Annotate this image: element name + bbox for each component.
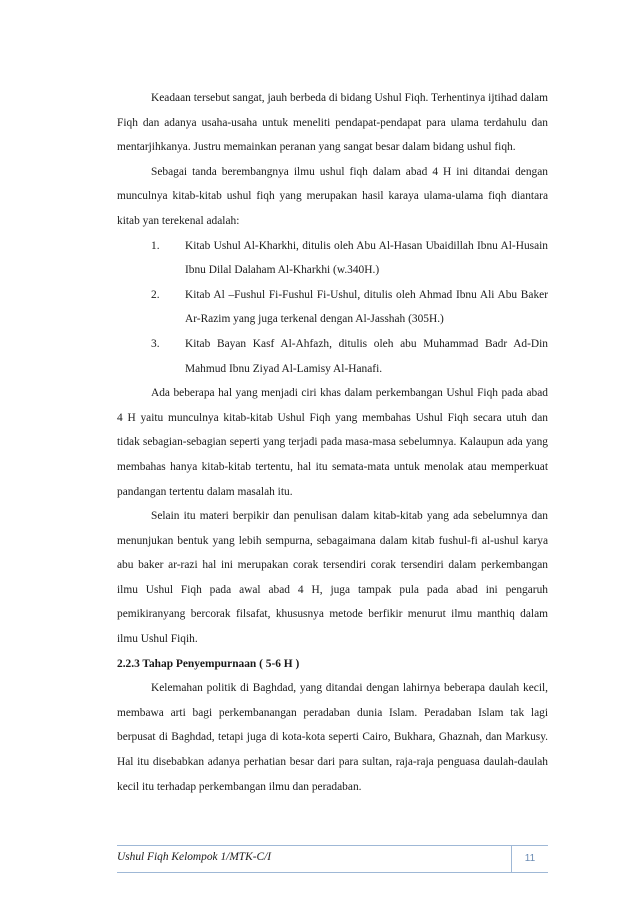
list-number: 1. [151, 239, 160, 252]
list-item [117, 283, 548, 332]
paragraph-5: Kelemahan politik di Baghdad, yang ditandai dengan lahirnya beberapa daulah kecil, membawa arti bagi perkembanangan peradaban dunia Islam. Peradaban Islam tak lagi berpusat di Baghdad, tetapi juga di kota-kota seperti Cairo, Bukhara, Ghaznah, dan Markusy. Hal itu disebabkan adanya perhatian besar dari para sultan, raja-raja penguasa daulah-daulah kecil itu terhadap perkembangan ilmu dan peradaban. [117, 682, 548, 793]
list-item-text: Kitab Bayan Kasf Al-Ahfazh, ditulis oleh abu Muhammad Badr Ad-Din Mahmud Ibnu Ziyad Al-Lamisy Al-Hanafi. [185, 337, 548, 375]
paragraph-1: Keadaan tersebut sangat, jauh berbeda di bidang Ushul Fiqh. Terhentinya ijtihad dalam Fiqh dan adanya usaha-usaha untuk meneliti pendapat-pendapat para ulama terdahulu dan mentarjihkanya. Justru memainkan peranan yang sangat besar dalam bidang ushul fiqh. [117, 92, 548, 154]
list-number: 2. [151, 288, 160, 301]
list-item-text: Kitab Al –Fushul Fi-Fushul Fi-Ushul, ditulis oleh Ahmad Ibnu Ali Abu Baker Ar-Razim yang juga terkenal dengan Al-Jasshah (305H.) [185, 288, 548, 326]
list-item [117, 234, 548, 283]
paragraph-3: Ada beberapa hal yang menjadi ciri khas dalam perkembangan Ushul Fiqh pada abad 4 H yaitu munculnya kitab-kitab Ushul Fiqh yang membahas Ushul Fiqh secara utuh dan tidak sebagian-sebagian seperti yang terjadi pada masa-masa sebelumnya. Kalaupun ada yang membahas hanya kitab-kitab tertentu, hal itu semata-mata untuk menolak atau memperkuat pandangan tertentu dalam masalah itu. [117, 387, 548, 498]
page-body [117, 86, 548, 799]
section-heading: 2.2.3 Tahap Penyempurnaan ( 5-6 H ) [117, 657, 300, 670]
paragraph-4: Selain itu materi berpikir dan penulisan dalam kitab-kitab yang ada sebelumnya dan menunjukan bentuk yang lebih sempurna, sebagaimana dalam kitab fushul-fi al-ushul karya abu baker ar-razi hal ini merupakan corak tersendiri corak tersendiri dalam perkembangan ilmu Ushul Fiqh pada awal abad 4 H, juga tampak pula pada abad ini pengaruh pemikiranyang bercorak filsafat, khususnya metode berfikir menurut ilmu manthiq dalam ilmu Ushul Fiqih. [117, 510, 548, 646]
paragraph-2: Sebagai tanda berembangnya ilmu ushul fiqh dalam abad 4 H ini ditandai dengan munculnya kitab-kitab ushul fiqh yang merupakan hasil karaya ulama-ulama fiqh diantara kitab yan terekenal adalah: [117, 165, 548, 227]
page-number: 11 [511, 846, 548, 872]
page-footer [117, 845, 548, 873]
list-number: 3. [151, 337, 160, 350]
list-item-text: Kitab Ushul Al-Kharkhi, ditulis oleh Abu Al-Hasan Ubaidillah Ibnu Al-Husain Ibnu Dilal Dalaham Al-Kharkhi (w.340H.) [185, 239, 548, 277]
list-item [117, 332, 548, 381]
kitab-list [117, 234, 548, 382]
footer-label: Ushul Fiqh Kelompok 1/MTK-C/I [117, 851, 272, 863]
